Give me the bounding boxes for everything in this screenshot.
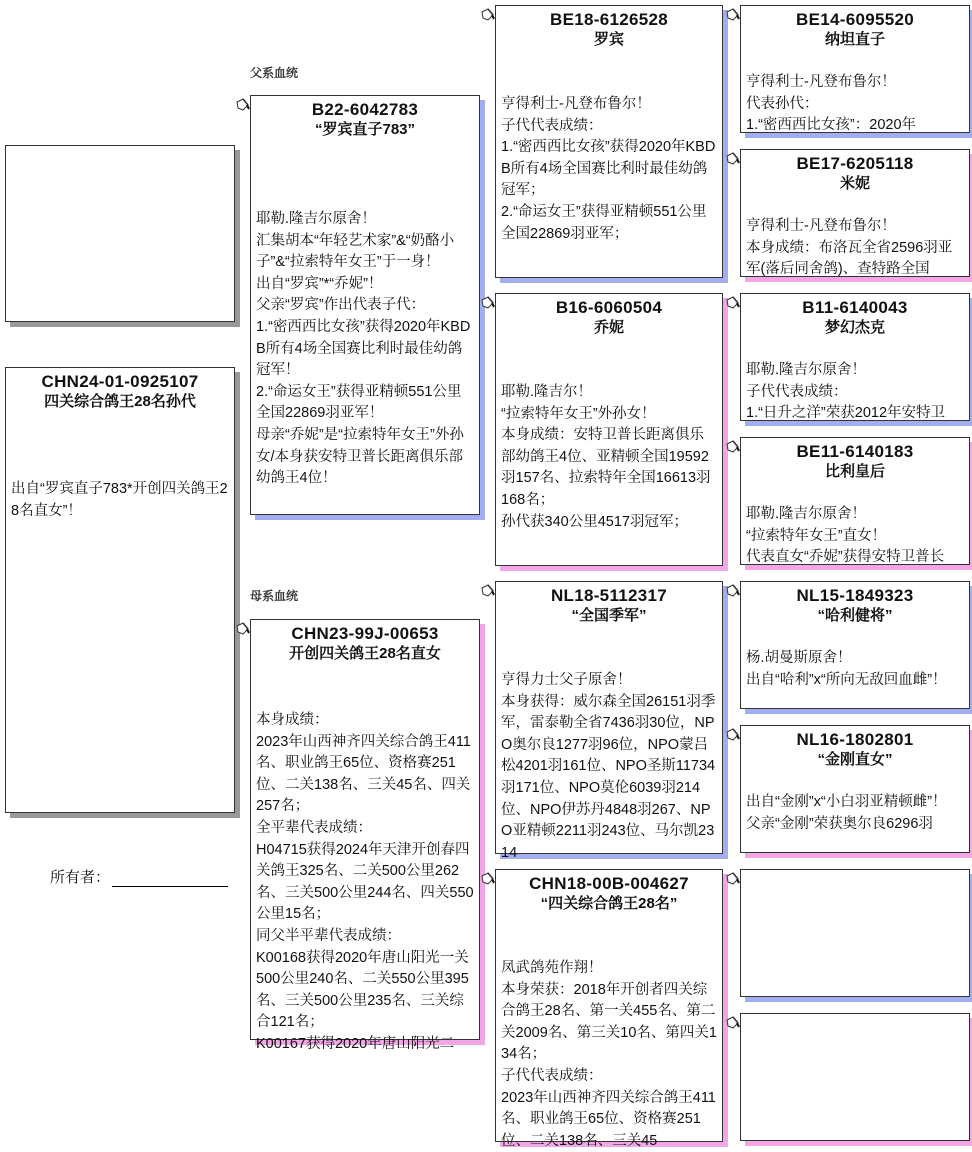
ancestor-card-gen4[interactable] [740,149,970,277]
ring-number: NL18-5112317 [550,586,668,605]
pigeon-name: 开创四关鸽王28名直女 [289,645,441,662]
pigeon-description: 杨.胡曼斯原舍！ 出自“哈利”x“所向无敌回血雌”！ [746,650,947,688]
ring-number: NL15-1849323 [796,586,914,605]
ring-number: B16-6060504 [555,298,663,317]
ring-number: CHN18-00B-004627 [529,874,689,893]
pigeon-description: 耶勒.隆吉尔原舍！ 子代代表成绩： 1.“日升之洋”荣获2012年安特卫 [746,362,946,422]
ancestor-card-gen4[interactable] [740,437,970,565]
ring-number: BE17-6205118 [796,154,914,173]
ring-number: CHN24-01-0925107 [41,372,199,391]
ancestor-card-gen4[interactable] [740,869,970,997]
ancestor-card-gen4[interactable] [740,5,970,133]
ancestor-card-gen4[interactable] [740,581,970,709]
ancestor-card-gen4[interactable] [740,725,970,853]
paint-bucket-icon[interactable] [724,150,740,166]
pigeon-description: 耶勒.隆吉尔原舍！ “拉索特年女王”直女！ 代表直女“乔妮”获得安特卫普长 [746,506,945,566]
ring-number: CHN23-99J-00653 [291,624,439,643]
sire-card[interactable] [250,95,480,515]
pigeon-description: 亨得利士-凡登布鲁尔！ 子代代表成绩： 1.“密西西比女孩”获得2020年KBDB所有4场全国赛比利时最佳幼鸽冠军； 2.“命运女王”获得亚精顿551公里全国22869羽亚军； [501,96,716,242]
pigeon-name: 罗宾 [593,31,624,48]
paint-bucket-icon[interactable] [234,96,250,112]
pigeon-description: 耶勒.隆吉尔原舍！ 汇集胡本“年轻艺术家”&“奶酪小子”&“拉索特年女王”于一身！ 出自“罗宾”*“乔妮”！ 父亲“罗宾”作出代表子代： 1.“密西西比女孩”获得2020年KBDB所有4场全国赛比利时最佳幼鸽冠军！ 2.“命运女王”获得亚精顿551公里全国22869羽亚军！ 母亲“乔妮”是“拉索特年女王”外孙女/本身获安特卫普长距离俱乐部幼鸽王4位！ [256,211,471,487]
ancestor-card-gen4[interactable] [740,293,970,421]
ring-number: B22-6042783 [311,100,419,119]
owner-field [50,866,228,887]
sire-dam-card[interactable] [495,293,723,566]
paint-bucket-icon[interactable] [724,6,740,22]
pigeon-description: 亨得力士父子原舍！ 本身获得：威尔森全国26151羽季军，雷泰勒全省7436羽30位，NPO奥尔良1277羽96位，NPO蒙吕松4201羽161位、NPO圣斯11734羽171位、NPO莫伦6039羽214位、NPO伊苏丹4848羽267、NPO亚精顿2211羽243位、马尔凯2314 [501,672,716,861]
pigeon-name: “哈利健将” [817,607,893,624]
ancestor-card-gen4[interactable] [740,1013,970,1141]
pigeon-name: “全国季军” [571,607,647,624]
paint-bucket-icon[interactable] [724,726,740,742]
pigeon-name: 比利皇后 [824,463,885,480]
pigeon-name: 米妮 [839,175,870,192]
pigeon-description: 出自“金刚”x“小白羽亚精顿雌”！ 父亲“金刚”荣获奥尔良6296羽 [746,794,947,832]
pigeon-name: “四关综合鸽王28名” [540,895,678,912]
pigeon-name: “罗宾直子783” [314,121,416,138]
pigeon-name: 四关综合鸽王28名孙代 [44,393,196,410]
sire-sire-card[interactable] [495,5,723,278]
paint-bucket-icon[interactable] [479,294,495,310]
paint-bucket-icon[interactable] [724,438,740,454]
pigeon-description: 本身成绩： 2023年山西神齐四关综合鸽王411名、职业鸽王65位、资格赛251位、二关138名、三关45名、四关257名； 全平辈代表成绩： H04715获得2024年天津开创春四关鸽王325名、二关500公里262名、三关500公里244名、四关550公里15名； 同父半平辈代表成绩： K00168获得2020年唐山阳光一关500公里240名、二关550公里395名、三关500公里235名、三关综合121名； K00167获得2020年唐山阳光二 [256,712,474,1052]
paint-bucket-icon[interactable] [724,582,740,598]
paint-bucket-icon[interactable] [479,582,495,598]
dam-line-label: 母系血统 [250,589,299,603]
paint-bucket-icon[interactable] [724,294,740,310]
subject-card[interactable] [5,367,235,813]
dam-card[interactable] [250,619,480,1052]
pigeon-description: 耶勒.隆吉尔！ “拉索特年女王”外孙女！ 本身成绩：安特卫普长距离俱乐部幼鸽王4位、亚精顿全国19592羽157名、拉索特年全国16613羽168名； 孙代获340公里4517羽冠军； [501,384,711,530]
pigeon-description: 亨得利士-凡登布鲁尔！ 本身成绩：布洛瓦全省2596羽亚军(落后同舍鸽)、查特路全国 [746,218,953,278]
pigeon-name: 纳坦直子 [824,31,885,48]
pigeon-description: 凤武鸽苑作翔！ 本身荣获：2018年开创者四关综合鸽王28名、第一关455名、第二关2009名、第三关10名、第四关134名； 子代代表成绩： 2023年山西神齐四关综合鸽王411名、职业鸽王65位、资格赛251位、二关138名、三关45 [501,960,717,1149]
pigeon-description: 出自“罗宾直子783*开创四关鸽王28名直女”！ [11,481,228,519]
dam-sire-card[interactable] [495,581,723,861]
paint-bucket-icon[interactable] [724,1014,740,1030]
ring-number: BE11-6140183 [796,442,914,461]
pigeon-name: “金刚直女” [817,751,893,768]
pigeon-name: 乔妮 [593,319,624,336]
paint-bucket-icon[interactable] [479,870,495,886]
owner-blank-line [112,873,228,887]
paint-bucket-icon[interactable] [479,6,495,22]
ring-number: B11-6140043 [802,298,908,317]
ring-number: BE14-6095520 [796,10,914,29]
pigeon-name: 梦幻杰克 [824,319,885,336]
ring-number: BE18-6126528 [550,10,668,29]
sire-line-label: 父系血统 [250,66,299,80]
owner-label: 所有者： [50,869,111,886]
pigeon-description: 亨得利士-凡登布鲁尔！ 代表孙代： 1.“密西西比女孩”：2020年 [746,74,917,134]
paint-bucket-icon[interactable] [724,870,740,886]
photo-box [5,145,235,322]
dam-dam-card[interactable] [495,869,723,1149]
ring-number: NL16-1802801 [796,730,914,749]
paint-bucket-icon[interactable] [234,620,250,636]
